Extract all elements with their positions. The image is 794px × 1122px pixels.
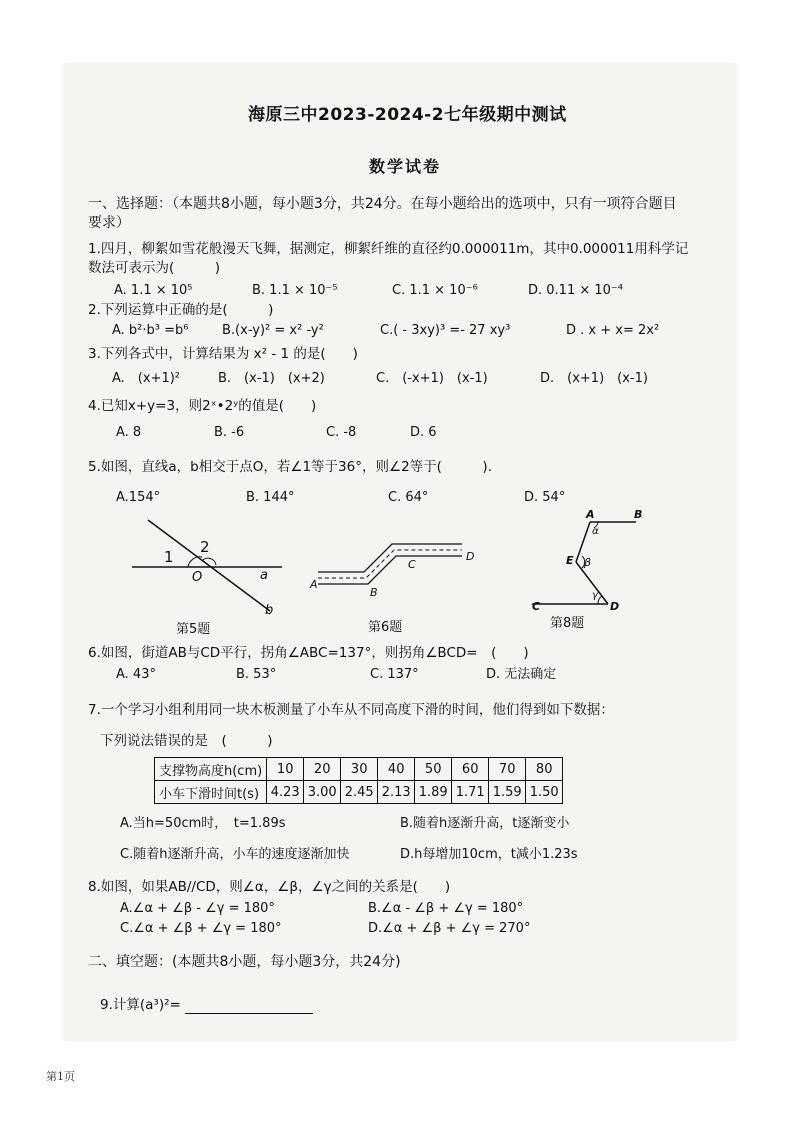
q7-data-table: [154, 757, 563, 804]
q1-option-c: C. 1.1 × 10⁻⁶: [392, 283, 478, 298]
q6-stem: 6.如图，街道AB与CD平行，拐角∠ABC=137°，则拐角∠BCD= ( ): [88, 645, 529, 661]
table-row-time: [155, 781, 563, 804]
q8-option-d: D.∠α + ∠β + ∠γ = 270°: [368, 921, 531, 936]
table-cell: 40: [378, 758, 415, 781]
q8-option-c: C.∠α + ∠β + ∠γ = 180°: [120, 921, 282, 936]
fig6-label-b: B: [370, 586, 378, 599]
table-cell: 2.45: [341, 781, 378, 804]
table-cell: 10: [267, 758, 304, 781]
q5-stem: 5.如图，直线a，b相交于点O，若∠1等于36°，则∠2等于( ).: [88, 459, 492, 475]
fig8-label-a: A: [586, 508, 595, 521]
table-header-time: 小车下滑时间t(s): [155, 781, 267, 804]
q6-option-b: B. 53°: [236, 667, 277, 682]
q7-option-a: A.当h=50cm时， t=1.89s: [120, 816, 286, 831]
q6-option-c: C. 137°: [370, 667, 419, 682]
fig5-label-1: 1: [164, 548, 174, 566]
table-cell: 4.23: [267, 781, 304, 804]
fig8-label-b: B: [634, 508, 643, 521]
q7-option-c: C.随着h逐渐升高，小车的速度逐渐加快: [120, 847, 350, 862]
q1-option-a: A. 1.1 × 10⁵: [114, 283, 193, 298]
table-header-height: 支撑物高度h(cm): [155, 758, 267, 781]
exam-subtitle: 数学试卷: [369, 157, 442, 176]
q1-option-b: B. 1.1 × 10⁻⁵: [252, 283, 338, 298]
q2-option-d: D . x + x= 2x²: [566, 323, 660, 338]
q6-option-d: D. 无法确定: [486, 667, 557, 682]
table-cell: 50: [415, 758, 452, 781]
q3-option-b: B. (x-1) (x+2): [218, 371, 325, 386]
q4-option-b: B. -6: [214, 425, 245, 440]
q4-option-c: C. -8: [326, 425, 357, 440]
q5-option-b: B. 144°: [246, 490, 295, 505]
fig5-label-2: 2: [200, 538, 210, 556]
q9-item: [100, 996, 313, 1014]
q5-option-d: D. 54°: [524, 490, 566, 505]
q3-stem: 3.下列各式中，计算结果为 x² - 1 的是( ): [88, 346, 358, 362]
q3-option-c: C. (-x+1) (x-1): [376, 371, 488, 386]
q2-option-b: B.(x-y)² = x² -y²: [222, 323, 324, 338]
q8-stem: 8.如图，如果AB//CD，则∠α，∠β，∠γ之间的关系是( ): [88, 879, 451, 895]
fig6-caption: 第6题: [368, 620, 403, 635]
q2-option-a: A. b²·b³ =b⁶: [112, 323, 189, 338]
fig5-label-o: O: [192, 570, 203, 585]
q4-option-d: D. 6: [410, 425, 437, 440]
fig8-label-gamma: γ: [592, 590, 598, 601]
q8-option-a: A.∠α + ∠β - ∠γ = 180°: [120, 901, 275, 916]
q3-option-a: A. (x+1)²: [112, 371, 181, 386]
fig8-label-alpha: α: [592, 526, 599, 537]
q7-prompt: 下列说法错误的是 ( ): [100, 733, 273, 749]
figure-q5: [130, 515, 290, 615]
exam-title: 海原三中2023-2024-2七年级期中测试: [248, 105, 567, 125]
fig8-label-d: D: [610, 600, 620, 613]
fig5-label-a: a: [260, 568, 268, 583]
q5-option-a: A.154°: [116, 490, 161, 505]
figure-q6: [316, 540, 466, 594]
q1-stem: 1.四月，柳絮如雪花般漫天飞舞，据测定，柳絮纤维的直径约0.000011m，其中0.000011用科学记: [88, 241, 689, 257]
q8-option-b: B.∠α - ∠β + ∠γ = 180°: [368, 901, 524, 916]
fig5-label-b: b: [265, 603, 274, 618]
q7-option-b: B.随着h逐渐升高，t逐渐变小: [400, 816, 570, 831]
table-cell: 2.13: [378, 781, 415, 804]
section1-heading: 一、选择题：（本题共8小题，每小题3分，共24分。在每小题给出的选项中，只有一项符合题目: [88, 196, 677, 212]
fig8-caption: 第8题: [550, 616, 585, 631]
q1-stem-cont: 数法可表示为( ): [88, 260, 221, 276]
q5-option-c: C. 64°: [388, 490, 429, 505]
fig8-label-e: E: [566, 554, 574, 567]
fig8-label-beta: β: [584, 556, 592, 569]
table-cell: 1.89: [415, 781, 452, 804]
fig6-label-d: D: [466, 550, 475, 563]
q9-stem: 9.计算(a³)²=: [100, 997, 181, 1013]
q7-option-d: D.h每增加10cm，t减小1.23s: [400, 847, 578, 862]
table-cell: 1.50: [526, 781, 563, 804]
q7-stem: 7.一个学习小组利用同一块木板测量了小车从不同高度下滑的时间，他们得到如下数据：: [88, 702, 614, 718]
fig8-label-c: C: [532, 600, 541, 613]
q2-option-c: C.( - 3xy)³ =- 27 xy³: [380, 323, 511, 338]
q6-option-a: A. 43°: [116, 667, 156, 682]
q2-stem: 2.下列运算中正确的是( ): [88, 302, 274, 318]
fig5-caption: 第5题: [176, 622, 211, 637]
q1-option-d: D. 0.11 × 10⁻⁴: [528, 283, 623, 298]
table-cell: 3.00: [304, 781, 341, 804]
section1-heading-cont: 要求）: [88, 215, 130, 231]
page-number: 第1页: [46, 1070, 75, 1083]
q4-stem: 4.已知x+y=3，则2ˣ•2ʸ的值是( ): [88, 398, 317, 414]
q3-option-d: D. (x+1) (x-1): [540, 371, 648, 386]
table-cell: 60: [452, 758, 489, 781]
q9-answer-blank[interactable]: [185, 999, 313, 1014]
section2-heading: 二、填空题：(本题共8小题，每小题3分，共24分): [88, 954, 401, 970]
table-cell: 70: [489, 758, 526, 781]
table-cell: 80: [526, 758, 563, 781]
table-cell: 20: [304, 758, 341, 781]
table-cell: 30: [341, 758, 378, 781]
q4-option-a: A. 8: [116, 425, 142, 440]
table-cell: 1.59: [489, 781, 526, 804]
table-row-height: [155, 758, 563, 781]
fig6-label-c: C: [408, 558, 416, 571]
table-cell: 1.71: [452, 781, 489, 804]
fig6-label-a: A: [310, 578, 318, 591]
